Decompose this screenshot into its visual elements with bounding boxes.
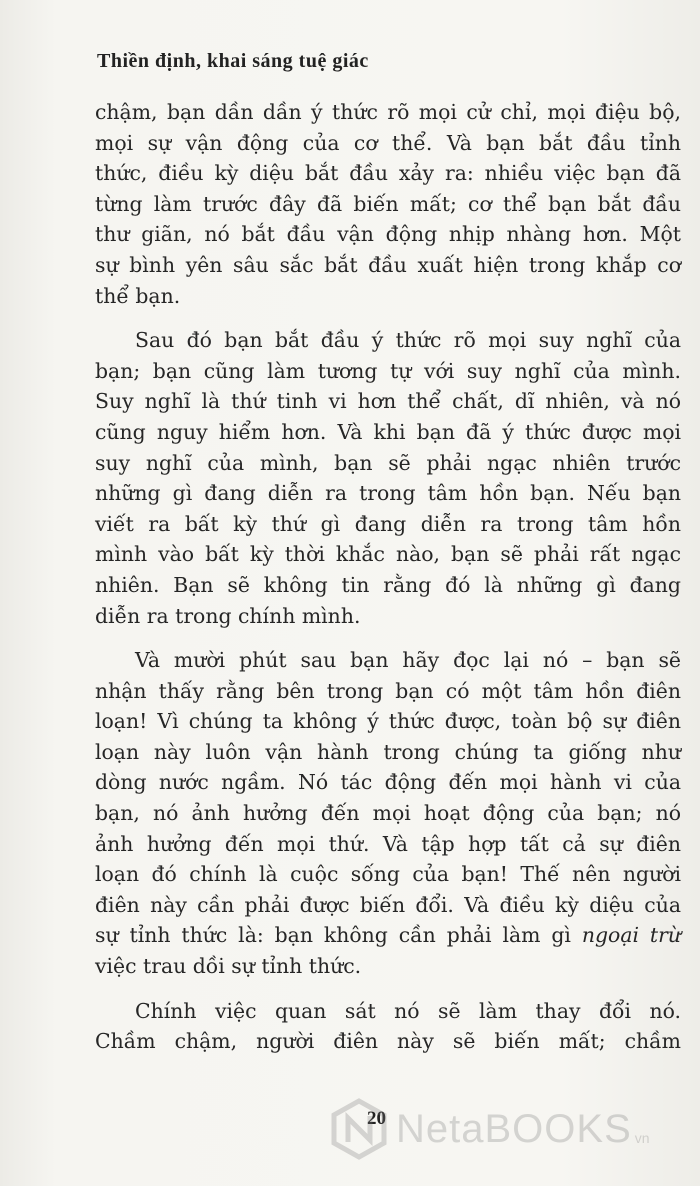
text-line: bạn, nó ảnh hưởng đến mọi hoạt động của bạn; nó xyxy=(95,801,681,826)
watermark-brand: NetaBOOKS xyxy=(396,1106,632,1151)
text-line: Suy nghĩ là thứ tinh vi hơn thể chất, dĩ nhiên, và nó xyxy=(95,389,681,414)
text-line: sự bình yên sâu sắc bắt đầu xuất hiện trong khắp cơ xyxy=(95,252,681,277)
text-line: ảnh hưởng đến mọi thứ. Và tập hợp tất cả sự điên xyxy=(95,831,681,856)
text-line: nhiên. Bạn sẽ không tin rằng đó là những gì đang xyxy=(95,572,681,597)
paragraph-4 xyxy=(95,996,681,1057)
body-text xyxy=(95,97,681,1071)
netabooks-logo-icon xyxy=(330,1098,388,1160)
watermark xyxy=(330,1094,690,1164)
page-number: 20 xyxy=(367,1108,386,1129)
text-line: mọi sự vận động của cơ thể. Và bạn bắt đầu tỉnh xyxy=(95,130,681,155)
text-line: những gì đang diễn ra trong tâm hồn bạn. Nếu bạn xyxy=(95,481,681,506)
text-line: loạn! Vì chúng ta không ý thức được, toàn bộ sự điên xyxy=(95,709,681,734)
text-line: mình vào bất kỳ thời khắc nào, bạn sẽ phải rất ngạc xyxy=(95,542,681,567)
text-line: Chính việc quan sát nó sẽ làm thay đổi nó. xyxy=(135,998,681,1023)
text-line: cũng nguy hiểm hơn. Và khi bạn đã ý thức được mọi xyxy=(95,419,681,444)
text-line: việc trau dồi sự tỉnh thức. xyxy=(95,954,362,979)
italic-phrase: ngoại trừ xyxy=(581,923,681,948)
text-line: chậm, bạn dần dần ý thức rõ mọi cử chỉ, mọi điệu bộ, xyxy=(95,100,681,124)
text-line: Sau đó bạn bắt đầu ý thức rõ mọi suy nghĩ của xyxy=(135,328,681,353)
text-line: Và mười phút sau bạn hãy đọc lại nó – bạn sẽ xyxy=(135,648,681,673)
paragraph-2 xyxy=(95,325,681,631)
text-line: bạn; bạn cũng làm tương tự với suy nghĩ của mình. xyxy=(95,358,681,383)
text-segment: sự tỉnh thức là: bạn không cần phải làm gì xyxy=(95,923,582,948)
paragraph-1 xyxy=(95,97,681,311)
text-line: thức, điều kỳ diệu bắt đầu xảy ra: nhiều việc bạn đã xyxy=(95,161,681,186)
text-line: Chầm chậm, người điên này sẽ biến mất; chầm xyxy=(95,1029,681,1054)
text-line: loạn đó chính là cuộc sống của bạn! Thế nên người xyxy=(95,862,681,887)
text-line: viết ra bất kỳ thứ gì đang diễn ra trong tâm hồn xyxy=(95,511,681,536)
text-line: suy nghĩ của mình, bạn sẽ phải ngạc nhiên trước xyxy=(95,450,681,475)
text-line: diễn ra trong chính mình. xyxy=(95,603,361,628)
text-line: nhận thấy rằng bên trong bạn có một tâm hồn điên xyxy=(95,678,681,703)
text-line: loạn này luôn vận hành trong chúng ta giống như xyxy=(95,739,681,764)
running-head-title: Thiền định, khai sáng tuệ giác xyxy=(97,50,369,72)
text-line-with-italic xyxy=(95,920,681,951)
text-line: thư giãn, nó bắt đầu vận động nhịp nhàng hơn. Một xyxy=(95,222,681,247)
paragraph-3 xyxy=(95,645,681,982)
watermark-suffix: vn xyxy=(634,1130,650,1146)
text-line: từng làm trước đây đã biến mất; cơ thể bạn bắt đầu xyxy=(95,191,681,216)
text-line: dòng nước ngầm. Nó tác động đến mọi hành vi của xyxy=(95,770,681,795)
text-line: điên này cần phải được biến đổi. Và điều kỳ diệu của xyxy=(95,892,681,917)
text-line: thể bạn. xyxy=(95,283,181,308)
